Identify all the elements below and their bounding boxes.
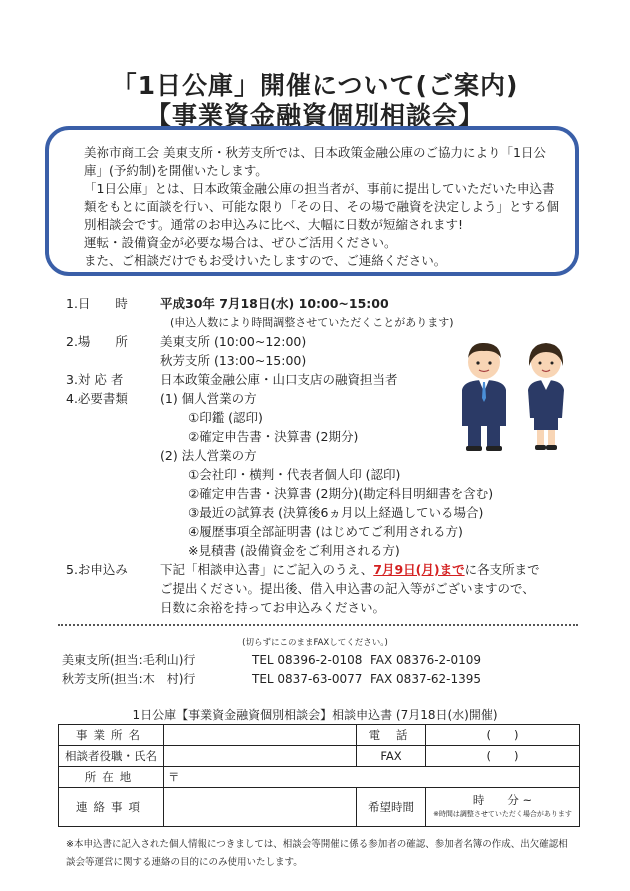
fax-instruction: (切らずにこのままFAXしてください。) (242, 638, 388, 648)
apply-line-3: 日数に余裕を持ってお申込みください。 (160, 600, 386, 615)
contact-field[interactable] (164, 788, 357, 827)
docs-personal-item: ②確定申告書・決算書 (2期分) (188, 429, 359, 444)
apply-text: 下記「相談申込書」にご記入のうえ、 (160, 562, 374, 577)
branch-fax[interactable]: FAX 08376-2-0109 (370, 653, 482, 667)
page-title: 「1日公庫」開催について(ご案内) (111, 71, 519, 100)
apply-line-2: ご提出ください。提出後、借入申込書の記入等がございますので、 (160, 581, 535, 596)
intro-paragraph-4: また、ご相談だけでもお受けいたしますので、ご連絡ください。 (84, 253, 447, 268)
branch-tel[interactable]: TEL 08396-2-0108 (252, 653, 363, 667)
privacy-note: ※本申込書に記入された個人情報につきましては、相談会等開催に係る参加者の確認、参加者名簿の作成、出欠確認相談会等運営に関する連絡の目的にのみ使用いたします。 (66, 839, 568, 868)
docs-corp-item: ※見積書 (設備資金をご利用される方) (188, 543, 400, 558)
application-form (58, 724, 580, 827)
apply-deadline: 7月9日(月)まで (373, 562, 465, 577)
company-label: 事業所名 (59, 725, 164, 746)
place-1: 美東支所 (10:00~12:00) (160, 334, 307, 349)
contact-label: 連絡事項 (59, 788, 164, 827)
date-note: (申込人数により時間調整させていただくことがあります) (170, 316, 454, 329)
branch-contact (62, 670, 481, 687)
address-label: 所在地 (59, 767, 164, 788)
apply-label: 5.お申込み (66, 562, 128, 577)
responder-label: 3.対 応 者 (66, 372, 124, 387)
docs-label: 4.必要書類 (66, 391, 128, 406)
company-field[interactable] (164, 725, 357, 746)
docs-corp-item: ①会社印・横判・代表者個人印 (認印) (188, 467, 401, 482)
branch-name: 美東支所(担当:毛利山)行 (62, 653, 196, 667)
staff-illustration (450, 338, 580, 453)
date-value: 平成30年 7月18日(水) 10:00~15:00 (160, 296, 389, 311)
date-label: 1.日 時 (66, 296, 128, 311)
man-figure (462, 343, 506, 451)
docs-corp-item: ④履歴事項全部証明書 (はじめてご利用される方) (188, 524, 463, 539)
form-title: 1日公庫【事業資金融資個別相談会】相談申込書 (7月18日(水)開催) (132, 708, 498, 722)
docs-corp-item: ③最近の試算表 (決算後6ヵ月以上経過している場合) (188, 505, 484, 520)
woman-figure (528, 343, 564, 450)
person-label: 相談者役職・氏名 (59, 746, 164, 767)
time-field[interactable] (426, 788, 580, 827)
fax-field[interactable]: ( ) (426, 746, 580, 767)
page-subtitle: 【事業資金融資個別相談会】 (145, 101, 484, 130)
apply-line-1 (160, 561, 540, 580)
responder-value: 日本政策金融公庫・山口支店の融資担当者 (160, 372, 398, 387)
docs-corp-item: ②確定申告書・決算書 (2期分)(勘定科目明細書を含む) (188, 486, 494, 501)
place-2: 秋芳支所 (13:00~15:00) (160, 353, 307, 368)
branch-fax[interactable]: FAX 0837-62-1395 (370, 672, 482, 686)
docs-corp: (2) 法人営業の方 (160, 448, 257, 463)
branch-tel[interactable]: TEL 0837-63-0077 (252, 672, 363, 686)
branch-contact (62, 651, 481, 668)
tel-label: 電 話 (357, 725, 426, 746)
cut-line (58, 624, 578, 626)
time-label: 希望時間 (357, 788, 426, 827)
tel-field[interactable]: ( ) (426, 725, 580, 746)
fax-label: FAX (357, 746, 426, 767)
time-value: 時 分 ~ (472, 793, 533, 807)
intro-box (45, 126, 579, 276)
intro-paragraph-2: 「1日公庫」とは、日本政策金融公庫の担当者が、事前に提出していただいた申込書類をもとに面談を行い、可能な限り「その日、その場で融資を決定しよう」とする個別相談会です。通常のお申込みに比べ、大幅に日数が短縮されます! (84, 181, 560, 232)
docs-personal-item: ①印鑑 (認印) (188, 410, 263, 425)
place-label: 2.場 所 (66, 334, 128, 349)
person-field[interactable] (164, 746, 357, 767)
time-note: ※時間は調整させていただく場合があります (433, 810, 572, 818)
branch-name: 秋芳支所(担当:木 村)行 (62, 672, 196, 686)
intro-paragraph-3: 運転・設備資金が必要な場合は、ぜひご活用ください。 (84, 235, 397, 250)
apply-text: に各支所まで (464, 562, 540, 577)
docs-personal: (1) 個人営業の方 (160, 391, 257, 406)
address-field[interactable]: 〒 (164, 767, 580, 788)
intro-paragraph-1: 美祢市商工会 美東支所・秋芳支所では、日本政策金融公庫のご協力により「1日公庫」(予約制)を開催いたします。 (84, 145, 546, 178)
